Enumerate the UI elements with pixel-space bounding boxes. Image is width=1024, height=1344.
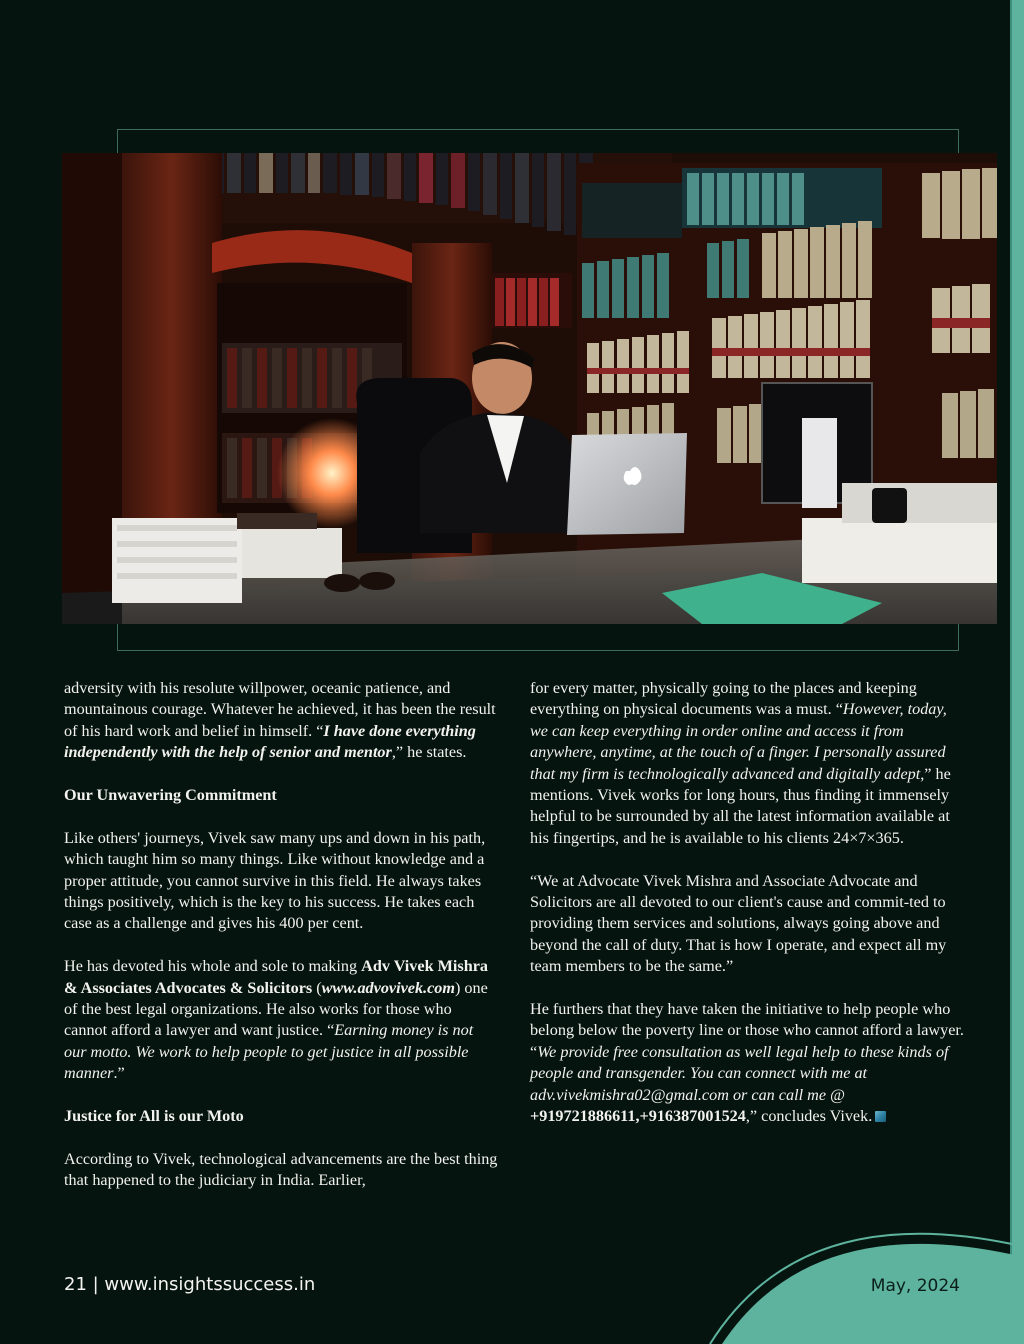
left-paragraph-1: adversity with his resolute willpower, oceanic patience, and mountainous courage. Whatever he achieved, it has been the result of his hard work and belief in himself. “I have done everything independently with the help of senior and mentor,” he states. [64, 679, 496, 762]
right-paragraph-3: He furthers that they have taken the initiative to help people who belong below the poverty line or those who cannot afford a lawyer. “We provide free consultation as well legal help to these kinds of people and transgender. You can connect with me at adv.vivekmishra02@gmal.com or can call me @ +919721886611,+916387001524,” concludes Vivek. [530, 1000, 964, 1126]
left-paragraph-4: According to Vivek, technological advancements are the best thing that happened to the judiciary in India. Earlier, [64, 1149, 498, 1190]
article-end-icon [875, 1111, 886, 1122]
right-paragraph-1: for every matter, physically going to the places and keeping everything on physical documents was a must. “However, today, we can keep everything in order online and access it from anywhere, anytime, at the touch of a finger. I personally assured that my firm is technologically advanced and digitally adept,” he mentions. Vivek works for long hours, thus finding it immensely helpful to be surrounded by all the latest information available at his fingertips, and he is available to his clients 24×7×365. [530, 679, 951, 847]
firm-website[interactable]: www.advovivek.com [321, 978, 455, 997]
footer-date: May, 2024 [870, 1276, 960, 1296]
section-heading-commitment: Our Unwavering Commitment [64, 786, 277, 805]
left-paragraph-2: Like others' journeys, Vivek saw many ups and down in his path, which taught him so many things. Like without knowledge and a proper attitude, you cannot survive in this field. He always takes things positively, which is the key to his success. He takes each case as a challenge and gives his 400 per cent. [64, 828, 486, 933]
contact-phones: +919721886611,+916387001524 [530, 1107, 746, 1126]
right-quote-1: However, today, we can keep everything in order online and access it from anywhere, anytime, at the touch of a finger. I personally assured that my firm is technologically advanced and digitally adept [530, 700, 947, 783]
article-right-column [530, 678, 966, 1149]
left-quote-2: Earning money is not our motto. We work to help people to get justice in all possible manner [64, 1021, 474, 1083]
footer-corner-swoosh [700, 1222, 1024, 1344]
section-heading-justice: Justice for All is our Moto [64, 1107, 244, 1126]
footer-page-site: 21 | www.insightssuccess.in [64, 1274, 316, 1295]
office-photo [62, 153, 997, 624]
right-edge-accent [1010, 0, 1024, 1344]
firm-name: Adv Vivek Mishra & Associates Advocates & Solicitors [64, 957, 488, 997]
right-quote-2: We provide free consultation as well legal help to these kinds of people and transgender. You can connect with me at adv.vivekmishra02@gmal.com or can call me @ [530, 1042, 949, 1104]
article-left-column [64, 678, 498, 1213]
left-paragraph-3: He has devoted his whole and sole to making Adv Vivek Mishra & Associates Advocates & Solicitors (www.advovivek.com) one of the best legal organizations. He also works for those who cannot afford a lawyer and want justice. “Earning money is not our motto. We work to help people to get justice in all possible manner.” [64, 957, 488, 1083]
right-paragraph-2: “We at Advocate Vivek Mishra and Associate Advocate and Solicitors are all devoted to our client's cause and commit-ted to providing them services and solutions, always going above and beyond the call of duty. That is how I operate, and expect all my team members to be the same.” [530, 871, 947, 976]
left-quote-1: I have done everything independently with the help of senior and mentor [64, 721, 476, 762]
